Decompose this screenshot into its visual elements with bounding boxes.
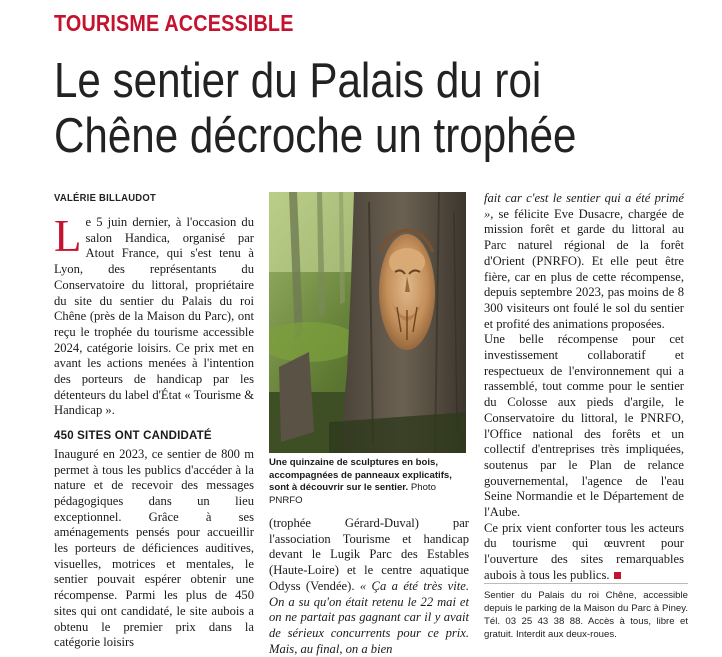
article-column-2: [269, 516, 469, 657]
paragraph-text: , se félicite Eve Dusacre, chargée de mission forêt et garde du littoral au Parc naturel régional de la forêt d'Orient (PNRFO). Et elle peut être fière, car en plus de cette récompense, depuis septembre 2023, pas moins de 8 300 visiteurs ont foulé le sol du sentier et profité des animations proposées.: [484, 206, 684, 331]
article-column-1: [54, 211, 254, 651]
article-photo: [269, 192, 466, 453]
subheading: 450 SITES ONT CANDIDATÉ: [54, 430, 212, 443]
paragraph: [484, 191, 684, 332]
drop-cap: L: [54, 211, 82, 261]
paragraph: [54, 211, 254, 419]
paragraph: [269, 516, 469, 657]
caption-text: Une quinzaine de sculptures en bois, accompagnées de panneaux explicatifs, sont à découvrir sur le sentier.: [269, 457, 452, 493]
paragraph-text: e 5 juin dernier, à l'occasion du salon Handica, organisé par Atout France, qui s'est tenu à Lyon, des représentants du Conservatoire du littoral, propriétaire du site du sentier du Palais du roi Chêne (près de la Maison du Parc), ont reçu le trophée du tourisme accessible 2024, catégorie loisirs. Ce prix met en avant les actions menées à l'intention des porteurs de handicap par les détenteurs du label d'État « Tourisme & Handicap ».: [54, 215, 254, 418]
paragraph-text: (trophée Gérard-Duval) par l'association Tourisme et handicap devant le Lugik Parc des Estables (Haute-Loire) et le centre aquatique Odyss (Vendée).: [269, 516, 469, 593]
quote-text: fait car c'est le sentier qui a été primé »: [484, 191, 684, 221]
paragraph: [484, 521, 684, 584]
photo-credit: Photo PNRFO: [269, 482, 436, 506]
headline-line-1: Le sentier du Palais du roi: [54, 54, 542, 108]
end-mark-icon: [614, 572, 621, 579]
paragraph-text: Ce prix vient conforter tous les acteurs du tourisme qui œuvrent pour l'ouverture des sites remarquables aubois à tous les publics.: [484, 520, 684, 582]
paragraph: Inauguré en 2023, ce sentier de 800 m permet à tous les publics d'accéder à la nature et de recevoir des messages pédagogiques dans un lieu exceptionnel. Grâce à ses aménagements pensés pour accueillir les porteurs de déficiences auditives, visuelles, motrices et mentales, le sentier pouvait espérer obtenir une récompense. Parmi les plus de 450 sites qui ont candidaté, le site aubois a obtenu le premier prix dans la catégorie loisirs: [54, 446, 254, 650]
byline: VALÉRIE BILLAUDOT: [54, 192, 157, 204]
headline-line-2: Chêne décroche un trophée: [54, 109, 577, 163]
paragraph: Une belle récompense pour cet investissement collaboratif et respectueux de l'environnement qui a rassemblé, tout comme pour le sentier du Colosse aux pieds d'argile, le Conservatoire du littoral, le PNRFO, l'Office national des forêts et un collectif d'entreprises très impliquées, soutenus par le Plan de relance gouvernemental, l'agence de l'eau Seine Normandie et le Département de l'Aube.: [484, 332, 684, 520]
section-kicker: TOURISME ACCESSIBLE: [54, 10, 294, 36]
quote-text: « Ça a été très vite. On a su qu'on était retenu le 22 mai et on ne partait pas gagnant car il y avait de sérieux concurrents pour ce prix. Mais, au final, on a bien: [269, 578, 469, 656]
wood-sculpture-photo: [269, 192, 466, 453]
article-column-3: [484, 191, 684, 584]
headline: [54, 54, 604, 164]
practical-info-box: Sentier du Palais du roi Chêne, accessible depuis le parking de la Maison du Parc à Piney. Tél. 03 25 43 38 88. Accès à tous, libre et gratuit. Interdit aux deux-roues.: [484, 583, 688, 641]
photo-caption: [269, 457, 469, 507]
